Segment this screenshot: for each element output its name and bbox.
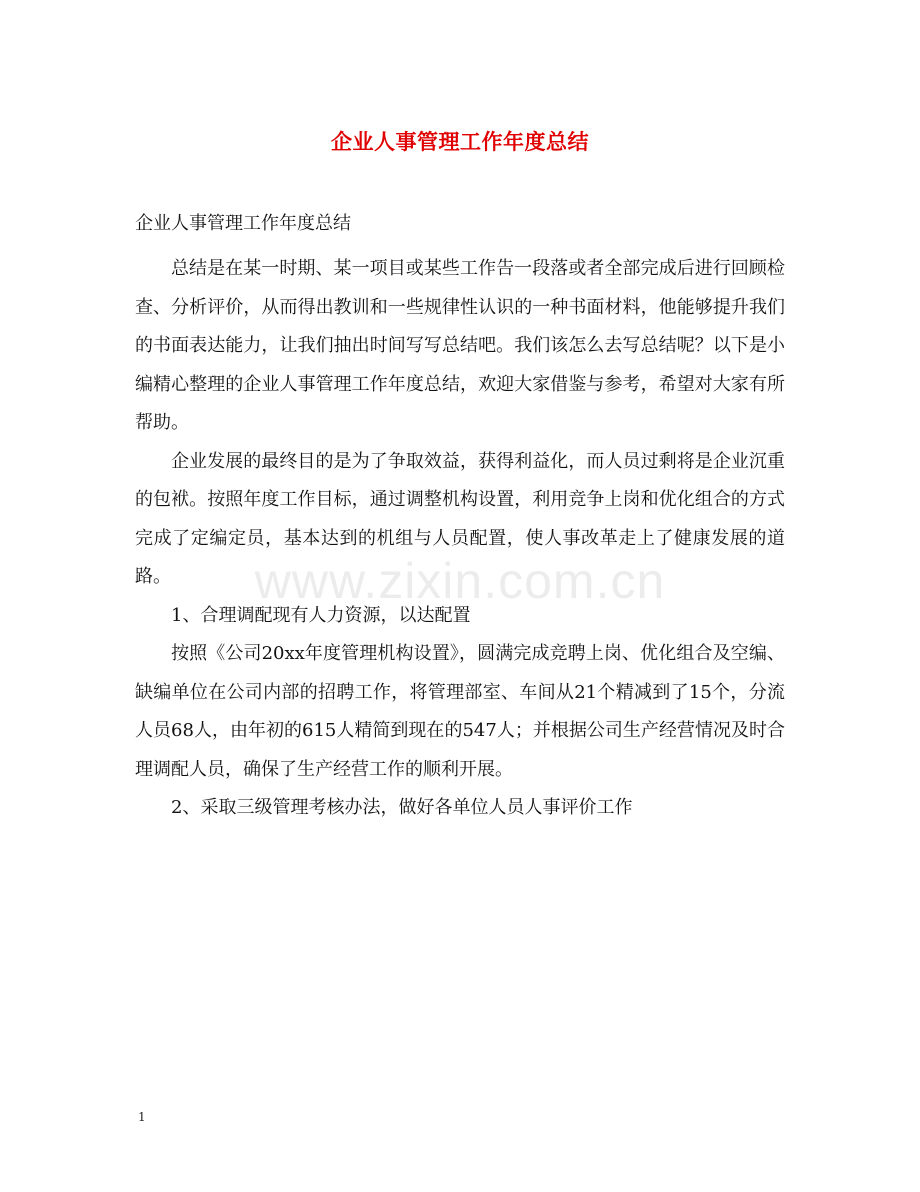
document-title: 企业人事管理工作年度总结 [331, 129, 589, 154]
document-body [135, 250, 785, 828]
document-subtitle: 企业人事管理工作年度总结 [135, 213, 351, 234]
paragraph-intro: 总结是在某一时期、某一项目或某些工作告一段落或者全部完成后进行回顾检查、分析评价，从而得出教训和一些规律性认识的一种书面材料，他能够提升我们的书面表达能力，让我们抽出时间写写总结吧。我们该怎么去写总结呢？以下是小编精心整理的企业人事管理工作年度总结，欢迎大家借鉴与参考，希望对大家有所帮助。 [135, 258, 785, 433]
paragraph-development: 企业发展的最终目的是为了争取效益，获得利益化，而人员过剩将是企业沉重的包袱。按照年度工作目标，通过调整机构设置，利用竞争上岗和优化组合的方式完成了定编定员，基本达到的机组与人员配置，使人事改革走上了健康发展的道路。 [135, 450, 785, 587]
page-number: 1 [138, 1110, 146, 1124]
section-heading-1: 1、合理调配现有人力资源，以达配置 [171, 604, 471, 626]
section-heading-2: 2、采取三级管理考核办法，做好各单位人员人事评价工作 [171, 797, 633, 818]
paragraph-allocation: 按照《公司20xx年度管理机构设置》，圆满完成竞聘上岗、优化组合及空编、缺编单位在公司内部的招聘工作，将管理部室、车间从21个精减到了15个，分流人员68人，由年初的615人精简到现在的547人；并根据公司生产经营情况及时合理调配人员，确保了生产经营工作的顺利开展。 [135, 643, 785, 780]
watermark: www.zixin.com.cn [254, 553, 666, 609]
